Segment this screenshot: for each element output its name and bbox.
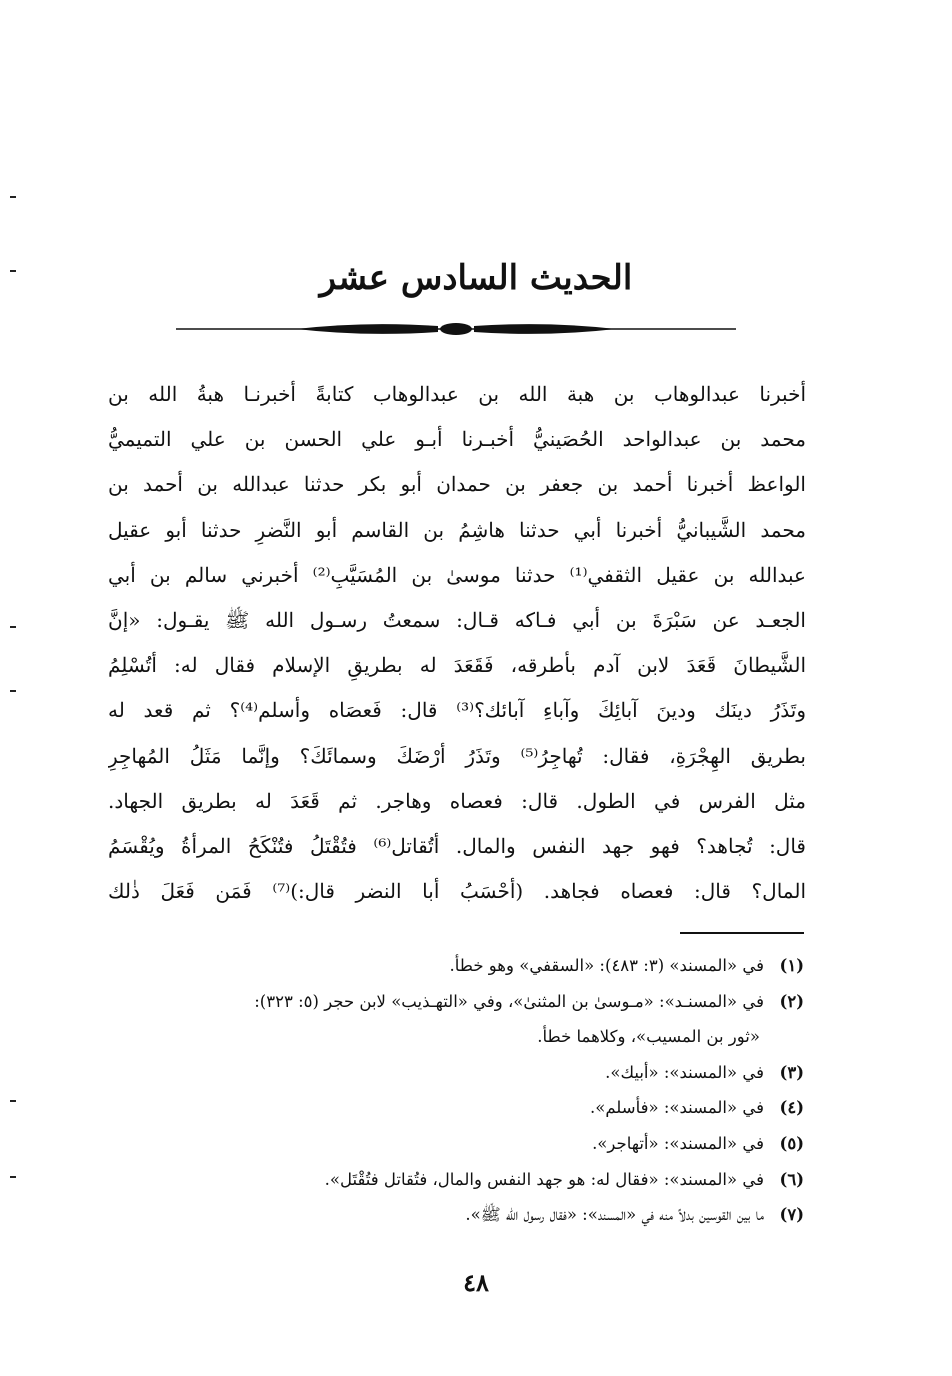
text-line: المال؟ قال: فعصاه فجاهد. (أحْسَبُ أبا النضر قال:)⁽⁷⁾ فَمَن فَعَلَ ذٰلك: [108, 879, 806, 904]
footnote: [108, 1126, 804, 1162]
footnote-text: في «المسند»: «فأسلم».: [589, 1098, 764, 1118]
footnote-number: (٢): [779, 991, 804, 1011]
text-line: الجعـد عن سَبْرَةَ بن أبي فـاكه قـال: سمعتُ رسـول الله ﷺ يقـول: «إنَّ: [108, 608, 806, 633]
footnote-text: في «المسند»: «أتهاجر».: [592, 1133, 764, 1153]
hadith-text: [108, 372, 806, 914]
scan-mark: [10, 1176, 16, 1178]
footnote-text: في «المسنـد»: «مـوسىٰ بن المثنىٰ»، وفي «التهـذيب» لابن حجر (٥: ٣٢٣):: [254, 991, 764, 1011]
text-line: محمد بن عبدالواحد الحُصَينيُّ أخبـرنا أبـو علي الحسن بن علي التميميُّ: [108, 427, 806, 452]
footnote-number: (٤): [779, 1098, 804, 1118]
footnote: [108, 1090, 804, 1126]
scan-mark: [10, 196, 16, 198]
footnote: [108, 984, 804, 1020]
footnote-number: (٣): [779, 1062, 804, 1082]
footnote-number: (١): [779, 956, 804, 975]
footnote: [108, 1055, 804, 1091]
footnotes: [108, 948, 804, 1233]
text-line: أخبرنا عبدالوهاب بن هبة الله بن عبدالوهاب كتابةً أخبرنـا هبةُ الله بن: [108, 382, 806, 406]
text-line: الواعظ أخبرنا أحمد بن جعفر بن حمدان أبو بكر حدثنا عبدالله بن أحمد بن: [108, 472, 806, 497]
footnote-text: «ثور بن المسيب»، وكلاهما خطأ.: [537, 1027, 760, 1047]
scan-mark: [10, 626, 16, 628]
footnote-text: في «المسند»: «فقال له: هو جهد النفس والمال، فتُقاتل فتُقْتَل».: [324, 1169, 764, 1189]
text-line: وتَذَرُ دينَك ودينَ آبائِكَ وآباءِ آبائك؟⁽³⁾ قال: فَعصَاه وأسلم⁽⁴⁾؟ ثم قعد له: [108, 698, 806, 723]
footnote-text: ما بين القوسين بدلاً منه في «المسند»: «فقال رسول الله ﷺ».: [465, 1205, 764, 1225]
ornament-divider: [176, 318, 736, 340]
footnote-number: (٥): [779, 1133, 804, 1153]
footnote-number: (٧): [779, 1205, 804, 1225]
text-line: الشَّيطانَ قَعَدَ لابن آدم بأطرقه، فَقَعَدَ له بطريقِ الإسلام فقال له: أتُسْلِمُ: [108, 653, 806, 678]
text-line: محمد الشَّيبانيُّ أخبرنا أبي حدثنا هاشِمُ بن القاسم أبو النَّضرِ حدثنا أبو عقيل: [108, 517, 806, 542]
footnote-text: في «المسند»: «أبيك».: [605, 1062, 764, 1082]
footnote-continuation: [108, 1019, 804, 1055]
page-number: ٤٨: [463, 1268, 489, 1297]
footnote: [108, 1197, 804, 1233]
footnote-number: (٦): [779, 1169, 804, 1189]
text-line: عبدالله بن عقيل الثقفي⁽¹⁾ حدثنا موسىٰ بن المُسَيَّبِ⁽²⁾ أخبرني سالم بن أبي: [108, 562, 806, 587]
scan-mark: [10, 1100, 16, 1102]
footnote-separator: [680, 932, 804, 934]
footnote-text: في «المسند» (٣: ٤٨٣): «السقفي» وهو خطأ.: [449, 956, 764, 975]
footnote: [108, 1162, 804, 1198]
page-title: الحديث السادس عشر: [319, 258, 633, 298]
text-line: بطريق الهِجْرَةِ، فقال: تُهاجِرُ⁽⁵⁾ وتَذَرُ أرْضَكَ وسمائَكَ؟ وإنَّما مَثَلُ المُهاجِرِ: [108, 743, 806, 768]
text-line: قال: تُجاهد؟ فهو جهد النفس والمال. أتُقاتل⁽⁶⁾ فتُقْتَلُ فتُنْكَحُ المرأةُ ويُقْسَمُ: [108, 834, 806, 859]
scan-mark: [10, 690, 16, 692]
footnote: [108, 948, 804, 984]
text-line: مثل الفرس في الطول. قال: فعصاه وهاجر. ثم قَعَدَ له بطريق الجهاد.: [108, 788, 806, 813]
